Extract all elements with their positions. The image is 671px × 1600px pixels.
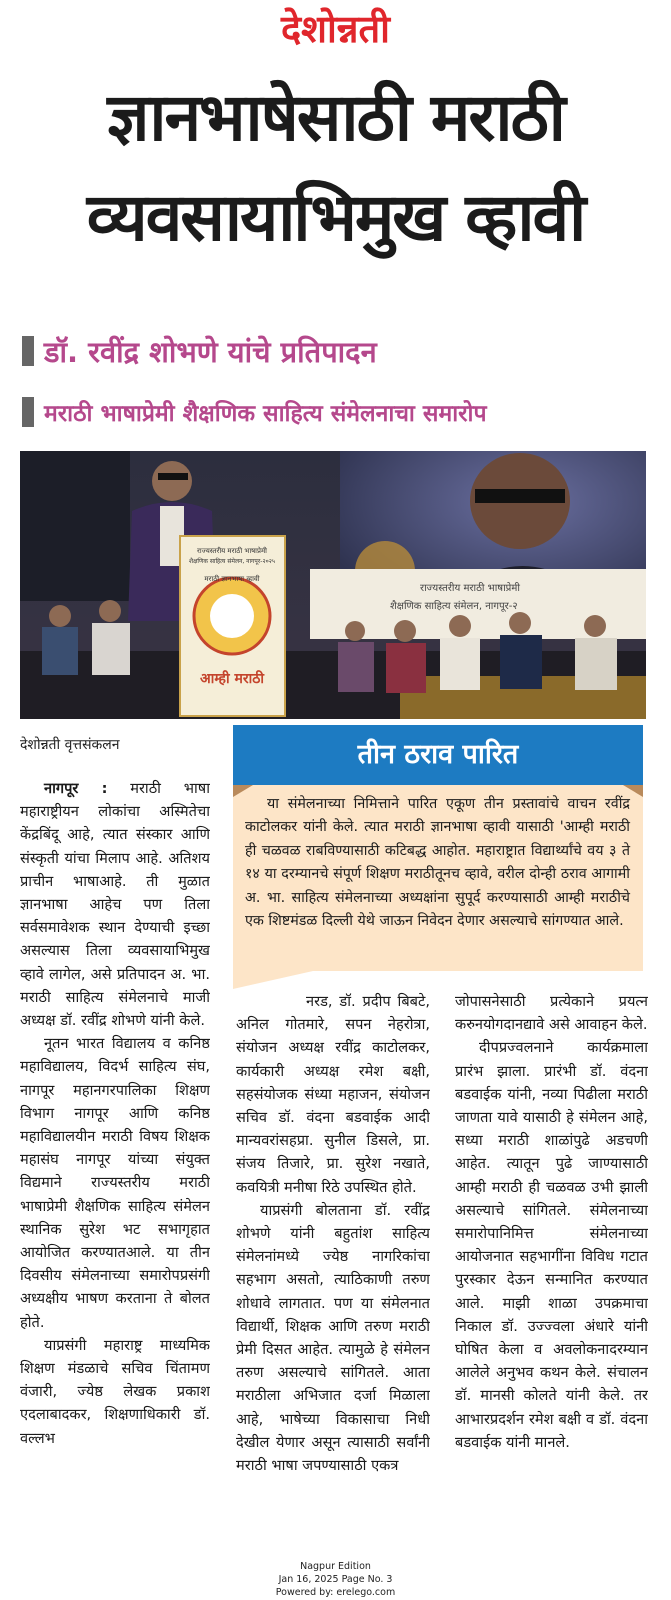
- paragraph-text: मराठी भाषा महाराष्ट्रीयन लोकांचा अस्मितेचा केंद्रबिंदू आहे, त्यात संस्कार आणि संस्कृती यांचा मिलाप आहे. अतिशय प्राचीन भाषाआहे. ती मुळात ज्ञानभाषा आहेच पण तिला सर्वसमावेशक स्थान देण्याची इच्छा असल्यास तिला व्यवसायाभिमुख व्हावे लागेल, असे प्रतिपादन अ. भा. मराठी साहित्य संमेलनाचे माजी अध्यक्ष डॉ. रवींद्र शोभणे यांनी केले.: [20, 780, 210, 1030]
- podium-text-2: शैक्षणिक साहित्य संमेलन, नागपूर-२०२५: [189, 558, 275, 565]
- article-column-2: [236, 990, 430, 1558]
- subheadline-1: [22, 331, 377, 371]
- article-paragraph: [20, 777, 210, 1032]
- subheadline-2: [22, 392, 487, 432]
- box-corner-left: [233, 785, 253, 797]
- masthead-logo: देशोन्नती: [280, 7, 391, 51]
- box-corner-bottom: [233, 971, 313, 989]
- masthead: [0, 0, 671, 58]
- photo-illustration: [20, 451, 646, 719]
- headline-line-2: व्यवसायाभिमुख व्हावी: [86, 179, 585, 256]
- subheadline-bullet: [22, 336, 34, 366]
- dateline: नागपूर :: [44, 780, 108, 797]
- article-paragraph: याप्रसंगी बोलताना डॉ. रवींद्र शोभणे यांनी बहुतांश साहित्य संमेलनांमध्ये ज्येष्ठ नागरिकांचा सहभाग असतो, त्याठिकाणी तरुण शोधावे लागतात. पण या संमेलनात विद्यार्थी, शिक्षक आणि तरुण मराठी प्रेमी दिसत आहेत. त्यामुळे हे संमेलन तरुण असल्याचे सांगितले. आता मराठीला अभिजात दर्जा मिळाला आहे, भाषेच्या विकासाचा निधी देखील येणार असून त्यासाठी सर्वांनी मराठी भाषा जपण्यासाठी एकत्र: [236, 1201, 430, 1475]
- footer-date-page: Jan 16, 2025 Page No. 3: [278, 1574, 393, 1585]
- podium-brand-text: आम्ही मराठी: [200, 671, 264, 687]
- byline: देशोन्नती वृत्तसंकलन: [20, 737, 120, 753]
- resolution-box-text: या संमेलनाच्या निमित्ताने पारित एकूण तीन प्रस्तावांचे वाचन रवींद्र काटोलकर यांनी केले. त्यात मराठी ज्ञानभाषा व्हावी यासाठी 'आम्ही मराठी ही चळवळ राबविण्यासाठी कटिबद्ध आहोत. महाराष्ट्रात विद्यार्थ्यांचे वय ३ ते १४ या दरम्यानचे संपूर्ण शिक्षण मराठीतूनच व्हावे, वरील दोन्ही ठराव आगामी अ. भा. साहित्य संमेलनाच्या अध्यक्षांना सुपूर्द करण्यासाठी आम्ही मराठीचे एक शिष्टमंडळ दिल्ली येथे जाऊन निवेदन देणार असल्याचे सांगण्यात आले.: [245, 796, 630, 930]
- resolution-box-title: तीन ठराव पारित: [233, 725, 643, 785]
- article-paragraph: जोपासनेसाठी प्रत्येकाने प्रयत्न करुनयोगदानद्यावे असे आवाहन केले.: [455, 993, 648, 1034]
- podium-logo-text: मराठी ज्ञानभाषा व्हावी: [204, 575, 260, 583]
- resolution-box: [233, 785, 643, 971]
- footer-powered: Powered by: erelego.com: [275, 1587, 396, 1598]
- banner-text-1: राज्यस्तरीय मराठी भाषाप्रेमी: [420, 583, 520, 594]
- article-paragraph: नूतन भारत विद्यालय व कनिष्ठ महाविद्यालय, विदर्भ साहित्य संघ, नागपूर महानगरपालिका शिक्षण विभाग नागपूर आणि कनिष्ठ महाविद्यालयीन मराठी विषय शिक्षक महासंघ नागपूर यांच्या संयुक्त विद्यमाने राज्यस्तरीय मराठी भाषाप्रेमी शैक्षणिक साहित्य संमेलन स्थानिक सुरेश भट सभागृहात आयोजित करण्यातआले. या तीन दिवसीय संमेलनाच्या समारोपप्रसंगी अध्यक्षीय भाषण करताना ते बोलत होते.: [20, 1035, 210, 1331]
- article-paragraph: याप्रसंगी महाराष्ट्र माध्यमिक शिक्षण मंडळाचे सचिव चिंतामण वंजारी, ज्येष्ठ लेखक प्रकाश एदलाबादकर, शिक्षणाधिकारी डॉ. वल्लभ: [20, 1336, 210, 1447]
- banner-text-2: शैक्षणिक साहित्य संमेलन, नागपूर-२: [390, 601, 518, 612]
- article-paragraph: दीपप्रज्वलनाने कार्यक्रमाला प्रारंभ झाला. प्रारंभी डॉ. वंदना बडवाईक यांनी, नव्या पिढीला मराठी जाणता यावे यासाठी हे संमेलन आहे, सध्या मराठी शाळांपुढे अडचणी आहेत. त्यातून पुढे जाण्यासाठी आम्ही मराठी ही चळवळ उभी झाली असल्याचे सांगितले. संमेलनाच्या समारोपानिमित्त संमेलनाच्या आयोजनात सहभागींना विविध गटात पुरस्कार देऊन सन्मानित करण्यात आले. माझी शाळा उपक्रमाचा निकाल डॉ. उज्ज्वला अंधारे यांनी घोषित केला व अवलोकनादरम्यान आलेले अनुभव कथन केले. संचालन डॉ. मानसी कोलते यांनी केले. तर आभारप्रदर्शन रमेश बक्षी व डॉ. वंदना बडवाईक यांनी मानले.: [455, 1039, 648, 1451]
- podium-text-1: राज्यस्तरीय मराठी भाषाप्रेमी: [197, 547, 267, 555]
- article-paragraph: नरड, डॉ. प्रदीप बिबटे, अनिल गोतमारे, सपन नेहरोत्रा, संयोजन अध्यक्ष रवींद्र काटोलकर, कार्यकारी अध्यक्ष रमेश बक्षी, सहसंयोजक संध्या महाजन, संयोजन सचिव डॉ. वंदना बडवाईक आदी मान्यवरांसहप्रा. सुनील डिसले, प्रा. संजय तिजारे, प्रा. सुरेश नखाते, कवयित्री मनीषा रिठे उपस्थित होते.: [236, 993, 430, 1196]
- footer-edition: Nagpur Edition: [300, 1561, 371, 1572]
- subheadline-text: मराठी भाषाप्रेमी शैक्षणिक साहित्य संमेलनाचा समारोप: [44, 401, 487, 427]
- article-column-1: [20, 777, 210, 1557]
- article-column-3: [455, 990, 648, 1558]
- subheadline-bullet: [22, 397, 34, 427]
- headline-line-1: ज्ञानभाषेसाठी मराठी: [107, 79, 564, 156]
- event-photo: [20, 451, 646, 719]
- box-corner-right: [623, 785, 643, 797]
- subheadline-text: डॉ. रवींद्र शोभणे यांचे प्रतिपादन: [44, 334, 377, 369]
